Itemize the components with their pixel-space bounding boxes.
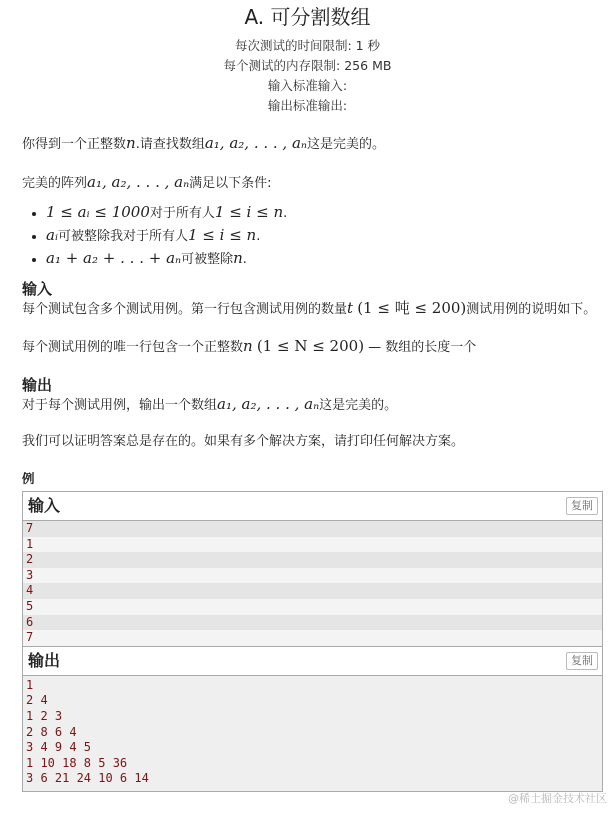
output-paragraph-2: 我们可以证明答案总是存在的。如果有多个解决方案，请打印任何解决方案。 (22, 434, 465, 449)
input-line: 7 (23, 521, 602, 537)
output-line: 2 4 (26, 693, 48, 708)
intro-text-end: 这是完美的。 (306, 137, 385, 152)
copy-output-button[interactable]: 复制 (566, 652, 598, 670)
input-heading: 输入 (22, 280, 53, 298)
condition-math: a₁ + a₂ + . . . + aₙ (46, 249, 182, 267)
condition-math-2: n (233, 249, 243, 267)
input-text-2-end: — 数组的长度一个 (364, 340, 477, 355)
condition-item (46, 249, 605, 269)
example-input-header (23, 492, 602, 521)
output-paragraph-1 (22, 395, 605, 415)
condition-math-2: 1 ≤ i ≤ n (187, 226, 257, 244)
example-input-lines[interactable] (23, 521, 602, 646)
watermark: @稀土掘金技术社区 (508, 792, 607, 805)
input-line: 6 (23, 615, 602, 631)
condition-math-2: 1 ≤ i ≤ n (214, 203, 284, 221)
memory-limit: 每个测试的内存限制: 256 MB (223, 58, 392, 73)
condition-item (46, 203, 605, 223)
intro-paragraph (22, 134, 605, 154)
problem-statement (22, 128, 605, 792)
example-output-lines[interactable] (23, 676, 602, 791)
output-line: 1 (26, 677, 34, 692)
condition-tail: . (242, 252, 247, 267)
condition-item (46, 226, 605, 246)
output-heading: 输出 (22, 376, 53, 394)
example-output-box (22, 647, 603, 792)
intro-text: 你得到一个正整数 (22, 137, 127, 152)
input-constraint-t: (1 ≤ 吨 ≤ 200) (357, 299, 467, 317)
conditions-list (22, 203, 605, 269)
intro-var-n: n (126, 134, 136, 152)
problem-header (0, 0, 615, 116)
example-output-title: 输出 (28, 650, 61, 670)
example-label: 例 (22, 471, 35, 486)
condition-math: aᵢ (46, 226, 58, 244)
definition-text-end: 满足以下条件: (189, 176, 272, 191)
input-line: 5 (23, 599, 602, 615)
output-text-end: 这是完美的。 (319, 398, 398, 413)
input-paragraph-2 (22, 337, 605, 357)
input-text-2: 每个测试用例的唯一行包含一个正整数 (22, 340, 244, 355)
input-constraint-n: (1 ≤ N ≤ 200) (256, 337, 365, 355)
condition-text: 可被整除 (181, 252, 234, 267)
condition-tail: . (283, 206, 288, 221)
output-text: 对于每个测试用例，输出一个数组 (22, 398, 218, 413)
output-line: 1 10 18 8 5 36 (26, 755, 128, 770)
input-line: 1 (23, 537, 602, 553)
input-text-end: 测试用例的说明如下。 (466, 302, 597, 317)
output-source: 输出标准输出: (267, 98, 348, 113)
output-sequence: a₁, a₂, . . . , aₙ (217, 395, 320, 413)
input-line: 2 (23, 552, 602, 568)
condition-math: 1 ≤ aᵢ ≤ 1000 (46, 203, 150, 221)
output-line: 1 2 3 (26, 708, 63, 723)
example-output-header (23, 647, 602, 676)
definition-text: 完美的阵列 (22, 176, 88, 191)
copy-input-button[interactable]: 复制 (566, 497, 598, 515)
condition-text: 对于所有人 (149, 206, 215, 221)
input-source: 输入标准输入: (267, 78, 348, 93)
example-input-box (22, 491, 603, 647)
output-line: 2 8 6 4 (26, 724, 77, 739)
example-input-title: 输入 (28, 496, 61, 515)
input-line: 7 (23, 630, 602, 646)
input-line: 4 (23, 583, 602, 599)
input-var-t: t (347, 299, 354, 317)
condition-text: 可被整除我对于所有人 (57, 229, 188, 244)
intro-text-mid: .请查找数组 (135, 137, 205, 152)
condition-tail: . (256, 229, 261, 244)
time-limit: 每次测试的时间限制: 1 秒 (234, 38, 381, 53)
input-paragraph-1 (22, 299, 605, 319)
output-line: 3 6 21 24 10 6 14 (26, 771, 149, 786)
input-text: 每个测试包含多个测试用例。第一行包含测试用例的数量 (22, 302, 348, 317)
definition-sequence: a₁, a₂, . . . , aₙ (87, 173, 190, 191)
input-var-n: n (243, 337, 253, 355)
definition-paragraph (22, 173, 605, 193)
input-line: 3 (23, 568, 602, 584)
intro-sequence: a₁, a₂, . . . , aₙ (204, 134, 307, 152)
output-line: 3 4 9 4 5 (26, 740, 92, 755)
problem-title: A. 可分割数组 (244, 5, 371, 29)
